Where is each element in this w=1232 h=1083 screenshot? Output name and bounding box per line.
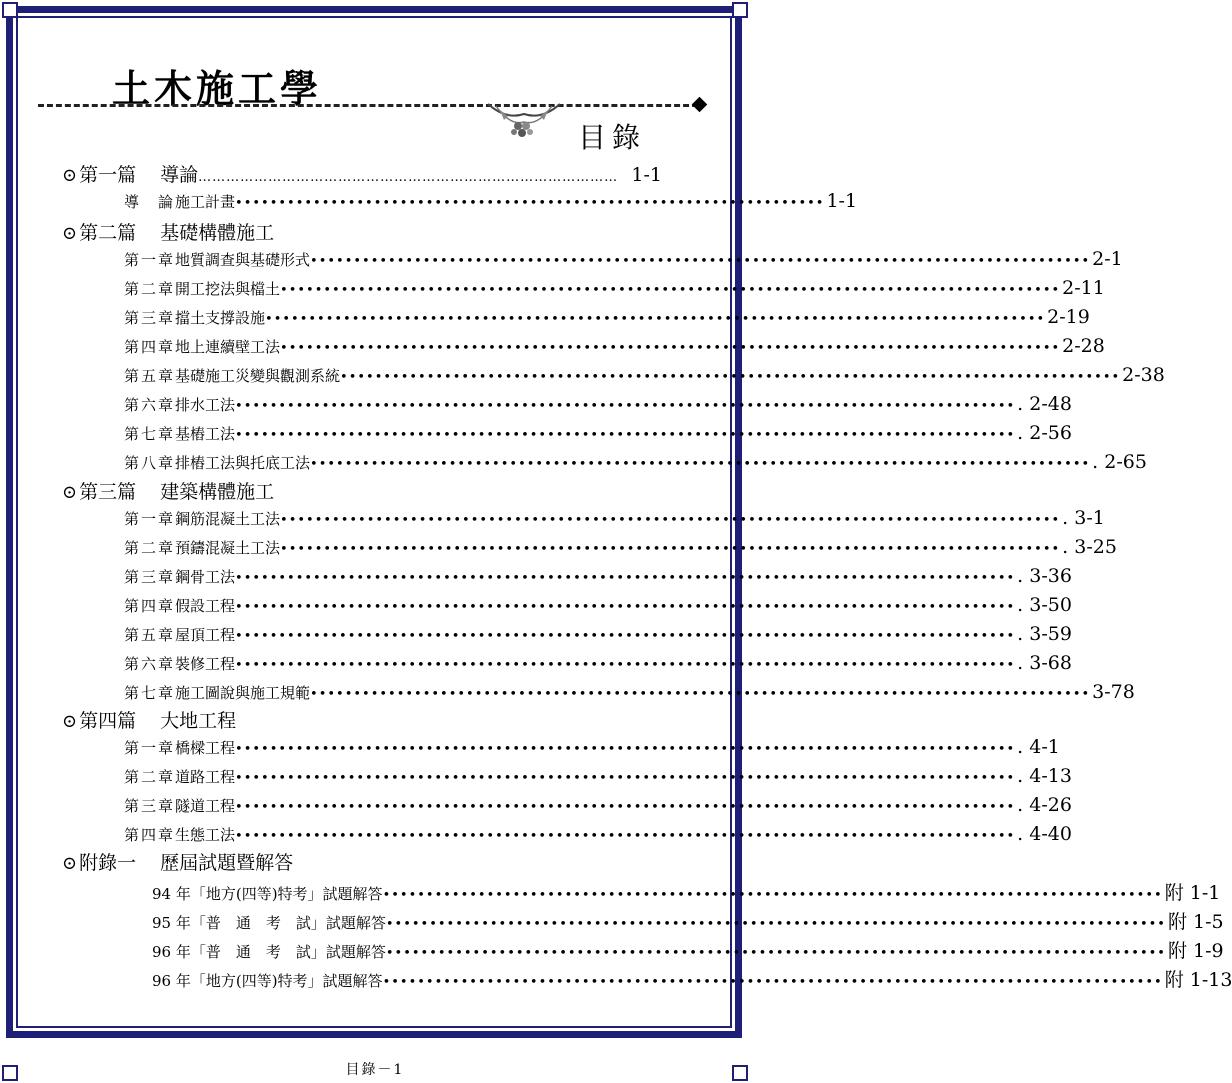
toc-item	[152, 936, 1224, 963]
page-number: 3-78	[1092, 681, 1135, 703]
bullet-icon: ⊙	[62, 223, 78, 244]
dot-leader: ••••••••••••••••••••••••••••••••••••••••••••••••••••••••••••••••••••••••••••••••••••••••••	[310, 687, 1091, 702]
page-number: . 2-56	[1017, 422, 1072, 444]
chapter-label: 第三章	[124, 309, 176, 327]
chapter-title: 地質調查與基礎形式	[175, 251, 311, 269]
page-number: 附 1-13	[1164, 969, 1232, 991]
header-divider	[38, 104, 698, 107]
dot-leader: ………………………………………………………………………………	[198, 170, 619, 185]
bullet-icon: ⊙	[62, 853, 78, 874]
dot-leader: ••••••••••••••••••••••••••••••••••••••••••••••••••••••••••••••••••••••••••••••••••••••••••	[280, 341, 1061, 356]
page-number: . 3-50	[1017, 594, 1072, 616]
chapter-title: 排樁工法與托底工法	[175, 454, 311, 472]
chapter-title: 道路工程	[175, 768, 236, 786]
page-footer: 目錄－1	[345, 1062, 405, 1078]
chapter-label: 第三章	[124, 797, 176, 815]
part-title: 大地工程	[160, 710, 237, 732]
part-title: 歷屆試題暨解答	[160, 852, 294, 874]
dot-leader: ••••••••••••••••••••••••••••••••••••••••••••••••••••••••••••••••••••••••••••••••••••••••••	[382, 975, 1163, 990]
toc-title: 目錄	[578, 121, 647, 154]
toc-item	[124, 736, 1060, 758]
toc-item	[152, 907, 1224, 934]
part-label: 第四篇	[79, 710, 137, 732]
chapter-label: 第三章	[124, 568, 176, 586]
page-number: 附 1-5	[1167, 911, 1224, 933]
page-number: 2-38	[1122, 364, 1165, 386]
bullet-icon: ⊙	[62, 482, 78, 503]
chapter-label: 導 論	[124, 193, 176, 211]
chapter-title: 基礎施工災變與觀測系統	[175, 367, 341, 385]
toc-part-3	[62, 477, 274, 504]
page-number: . 2-48	[1017, 393, 1072, 415]
page-number: 2-28	[1062, 335, 1105, 357]
page-number: . 3-25	[1062, 536, 1117, 558]
toc-part-2	[62, 218, 274, 245]
dot-leader: ••••••••••••••••••••••••••••••••••••••••••••••••••••••••••••••••••••••••••••••••••••••••••	[265, 312, 1046, 327]
toc-item	[124, 823, 1072, 845]
page-number: . 3-59	[1017, 623, 1072, 645]
part-title: 建築構體施工	[160, 481, 275, 503]
page-number: . 4-40	[1017, 823, 1072, 845]
dot-leader: ••••••••••••••••••••••••••••••••••••••••••••••••••••••••••••••••••••	[235, 196, 825, 211]
toc-part-4	[62, 706, 236, 733]
toc-item	[124, 652, 1072, 674]
dot-leader: ••••••••••••••••••••••••••••••••••••••••••••••••••••••••••••••••••••••••••••••••••••••••••	[280, 283, 1061, 298]
dot-leader: ••••••••••••••••••••••••••••••••••••••••••••••••••••••••••••••••••••••••••••••••••••••••••	[235, 800, 1016, 815]
page-number: 1-1	[826, 190, 858, 212]
chapter-title: 屋頂工程	[175, 626, 236, 644]
dot-leader: ••••••••••••••••••••••••••••••••••••••••••••••••••••••••••••••••••••••••••••••••••••••••••	[310, 254, 1091, 269]
chapter-title: 橋樑工程	[175, 739, 236, 757]
dot-leader: ••••••••••••••••••••••••••••••••••••••••••••••••••••••••••••••••••••••••••••••••••••••••••	[235, 428, 1016, 443]
dot-leader: ••••••••••••••••••••••••••••••••••••••••••••••••••••••••••••••••••••••••••••••••••••••••••	[235, 658, 1016, 673]
page-number: 附 1-9	[1167, 940, 1224, 962]
chapter-title: 生態工法	[175, 826, 236, 844]
toc-item	[124, 364, 1165, 386]
chapter-label: 第八章	[124, 454, 176, 472]
toc-item	[124, 335, 1105, 357]
chapter-title: 隧道工程	[175, 797, 236, 815]
part-title: 導論	[160, 164, 199, 186]
chapter-title: 鋼骨工法	[175, 568, 236, 586]
toc-item	[124, 393, 1072, 415]
toc-part-1	[62, 160, 662, 187]
dot-leader: ••••••••••••••••••••••••••••••••••••••••••••••••••••••••••••••••••••••••••••••••••••••••••	[385, 917, 1166, 932]
toc-item	[152, 965, 1232, 992]
part-title: 基礎構體施工	[160, 222, 275, 244]
part-label: 第一篇	[79, 164, 137, 186]
dot-leader: ••••••••••••••••••••••••••••••••••••••••••••••••••••••••••••••••••••••••••••••••••••••••••	[385, 946, 1166, 961]
grape-ornament-icon	[486, 100, 562, 140]
dot-leader: ••••••••••••••••••••••••••••••••••••••••••••••••••••••••••••••••••••••••••••••••••••••••••	[235, 829, 1016, 844]
chapter-label: 第六章	[124, 655, 176, 673]
toc-item	[124, 765, 1072, 787]
chapter-title: 開工挖法與檔土	[175, 280, 281, 298]
chapter-label: 第一章	[124, 739, 176, 757]
page-number: 附 1-1	[1164, 882, 1221, 904]
chapter-label: 第一章	[124, 251, 176, 269]
chapter-label: 第四章	[124, 338, 176, 356]
toc-item	[124, 248, 1123, 270]
chapter-title: 擋土支撐設施	[175, 309, 266, 327]
chapter-title: 裝修工程	[175, 655, 236, 673]
page-number: . 4-13	[1017, 765, 1072, 787]
dot-leader: ••••••••••••••••••••••••••••••••••••••••••••••••••••••••••••••••••••••••••••••••••••••••••	[340, 370, 1121, 385]
chapter-title: 95 年「普 通 考 試」試題解答	[152, 914, 386, 932]
page-number: 2-11	[1062, 277, 1105, 299]
dot-leader: ••••••••••••••••••••••••••••••••••••••••••••••••••••••••••••••••••••••••••••••••••••••••••	[280, 542, 1061, 557]
chapter-label: 第五章	[124, 626, 176, 644]
page-number: . 3-68	[1017, 652, 1072, 674]
dot-leader: ••••••••••••••••••••••••••••••••••••••••••••••••••••••••••••••••••••••••••••••••••••••••••	[382, 888, 1163, 903]
part-label: 附錄一	[79, 852, 137, 874]
chapter-label: 第二章	[124, 539, 176, 557]
chapter-label: 第五章	[124, 367, 176, 385]
toc-item	[124, 507, 1105, 529]
toc-item	[152, 878, 1221, 905]
dot-leader: ••••••••••••••••••••••••••••••••••••••••••••••••••••••••••••••••••••••••••••••••••••••••••	[235, 629, 1016, 644]
toc-item	[124, 623, 1072, 645]
chapter-title: 預鑄混凝土工法	[175, 539, 281, 557]
corner-ornament	[2, 2, 18, 18]
chapter-title: 96 年「地方(四等)特考」試題解答	[152, 972, 383, 990]
bullet-icon: ⊙	[62, 165, 78, 186]
chapter-label: 第一章	[124, 510, 176, 528]
chapter-title: 基樁工法	[175, 425, 236, 443]
dot-leader: ••••••••••••••••••••••••••••••••••••••••••••••••••••••••••••••••••••••••••••••••••••••••••	[235, 742, 1016, 757]
toc-item	[124, 190, 858, 212]
chapter-label: 第六章	[124, 396, 176, 414]
chapter-title: 排水工法	[175, 396, 236, 414]
dot-leader: ••••••••••••••••••••••••••••••••••••••••••••••••••••••••••••••••••••••••••••••••••••••••••	[235, 771, 1016, 786]
page-number: . 3-1	[1062, 507, 1105, 529]
chapter-title: 94 年「地方(四等)特考」試題解答	[152, 885, 383, 903]
bullet-icon: ⊙	[62, 711, 78, 732]
chapter-label: 第四章	[124, 597, 176, 615]
chapter-title: 假設工程	[175, 597, 236, 615]
page-number: . 3-36	[1017, 565, 1072, 587]
page-number: 1-1	[631, 164, 662, 186]
page-number: . 4-1	[1017, 736, 1060, 758]
chapter-label: 第二章	[124, 280, 176, 298]
toc-item	[124, 277, 1105, 299]
toc-item	[124, 681, 1135, 703]
chapter-title: 鋼筋混凝土工法	[175, 510, 281, 528]
dot-leader: ••••••••••••••••••••••••••••••••••••••••••••••••••••••••••••••••••••••••••••••••••••••••••	[235, 600, 1016, 615]
dot-leader: ••••••••••••••••••••••••••••••••••••••••••••••••••••••••••••••••••••••••••••••••••••••••••	[310, 457, 1091, 472]
toc-item	[124, 422, 1072, 444]
toc-item	[124, 536, 1117, 558]
toc-item	[124, 306, 1090, 328]
toc-item	[124, 451, 1147, 473]
chapter-label: 第二章	[124, 768, 176, 786]
chapter-label: 第七章	[124, 425, 176, 443]
page-number: . 2-65	[1092, 451, 1147, 473]
page-number: . 4-26	[1017, 794, 1072, 816]
toc-item	[124, 594, 1072, 616]
chapter-title: 96 年「普 通 考 試」試題解答	[152, 943, 386, 961]
chapter-title: 施工圖說與施工規範	[175, 684, 311, 702]
dot-leader: ••••••••••••••••••••••••••••••••••••••••••••••••••••••••••••••••••••••••••••••••••••••••••	[235, 399, 1016, 414]
chapter-label: 第四章	[124, 826, 176, 844]
chapter-label: 第七章	[124, 684, 176, 702]
dot-leader: ••••••••••••••••••••••••••••••••••••••••••••••••••••••••••••••••••••••••••••••••••••••••••	[235, 571, 1016, 586]
book-title: 土木施工學	[112, 66, 323, 111]
dot-leader: ••••••••••••••••••••••••••••••••••••••••••••••••••••••••••••••••••••••••••••••••••••••••••	[280, 513, 1061, 528]
page-number: 2-19	[1047, 306, 1090, 328]
toc-appendix	[62, 848, 293, 875]
corner-ornament	[732, 2, 748, 18]
chapter-title: 地上連續壁工法	[175, 338, 281, 356]
chapter-title: 施工計畫	[175, 193, 236, 211]
page-number: 2-1	[1092, 248, 1123, 270]
toc-item	[124, 794, 1072, 816]
part-label: 第三篇	[79, 481, 137, 503]
toc-item	[124, 565, 1072, 587]
part-label: 第二篇	[79, 222, 137, 244]
